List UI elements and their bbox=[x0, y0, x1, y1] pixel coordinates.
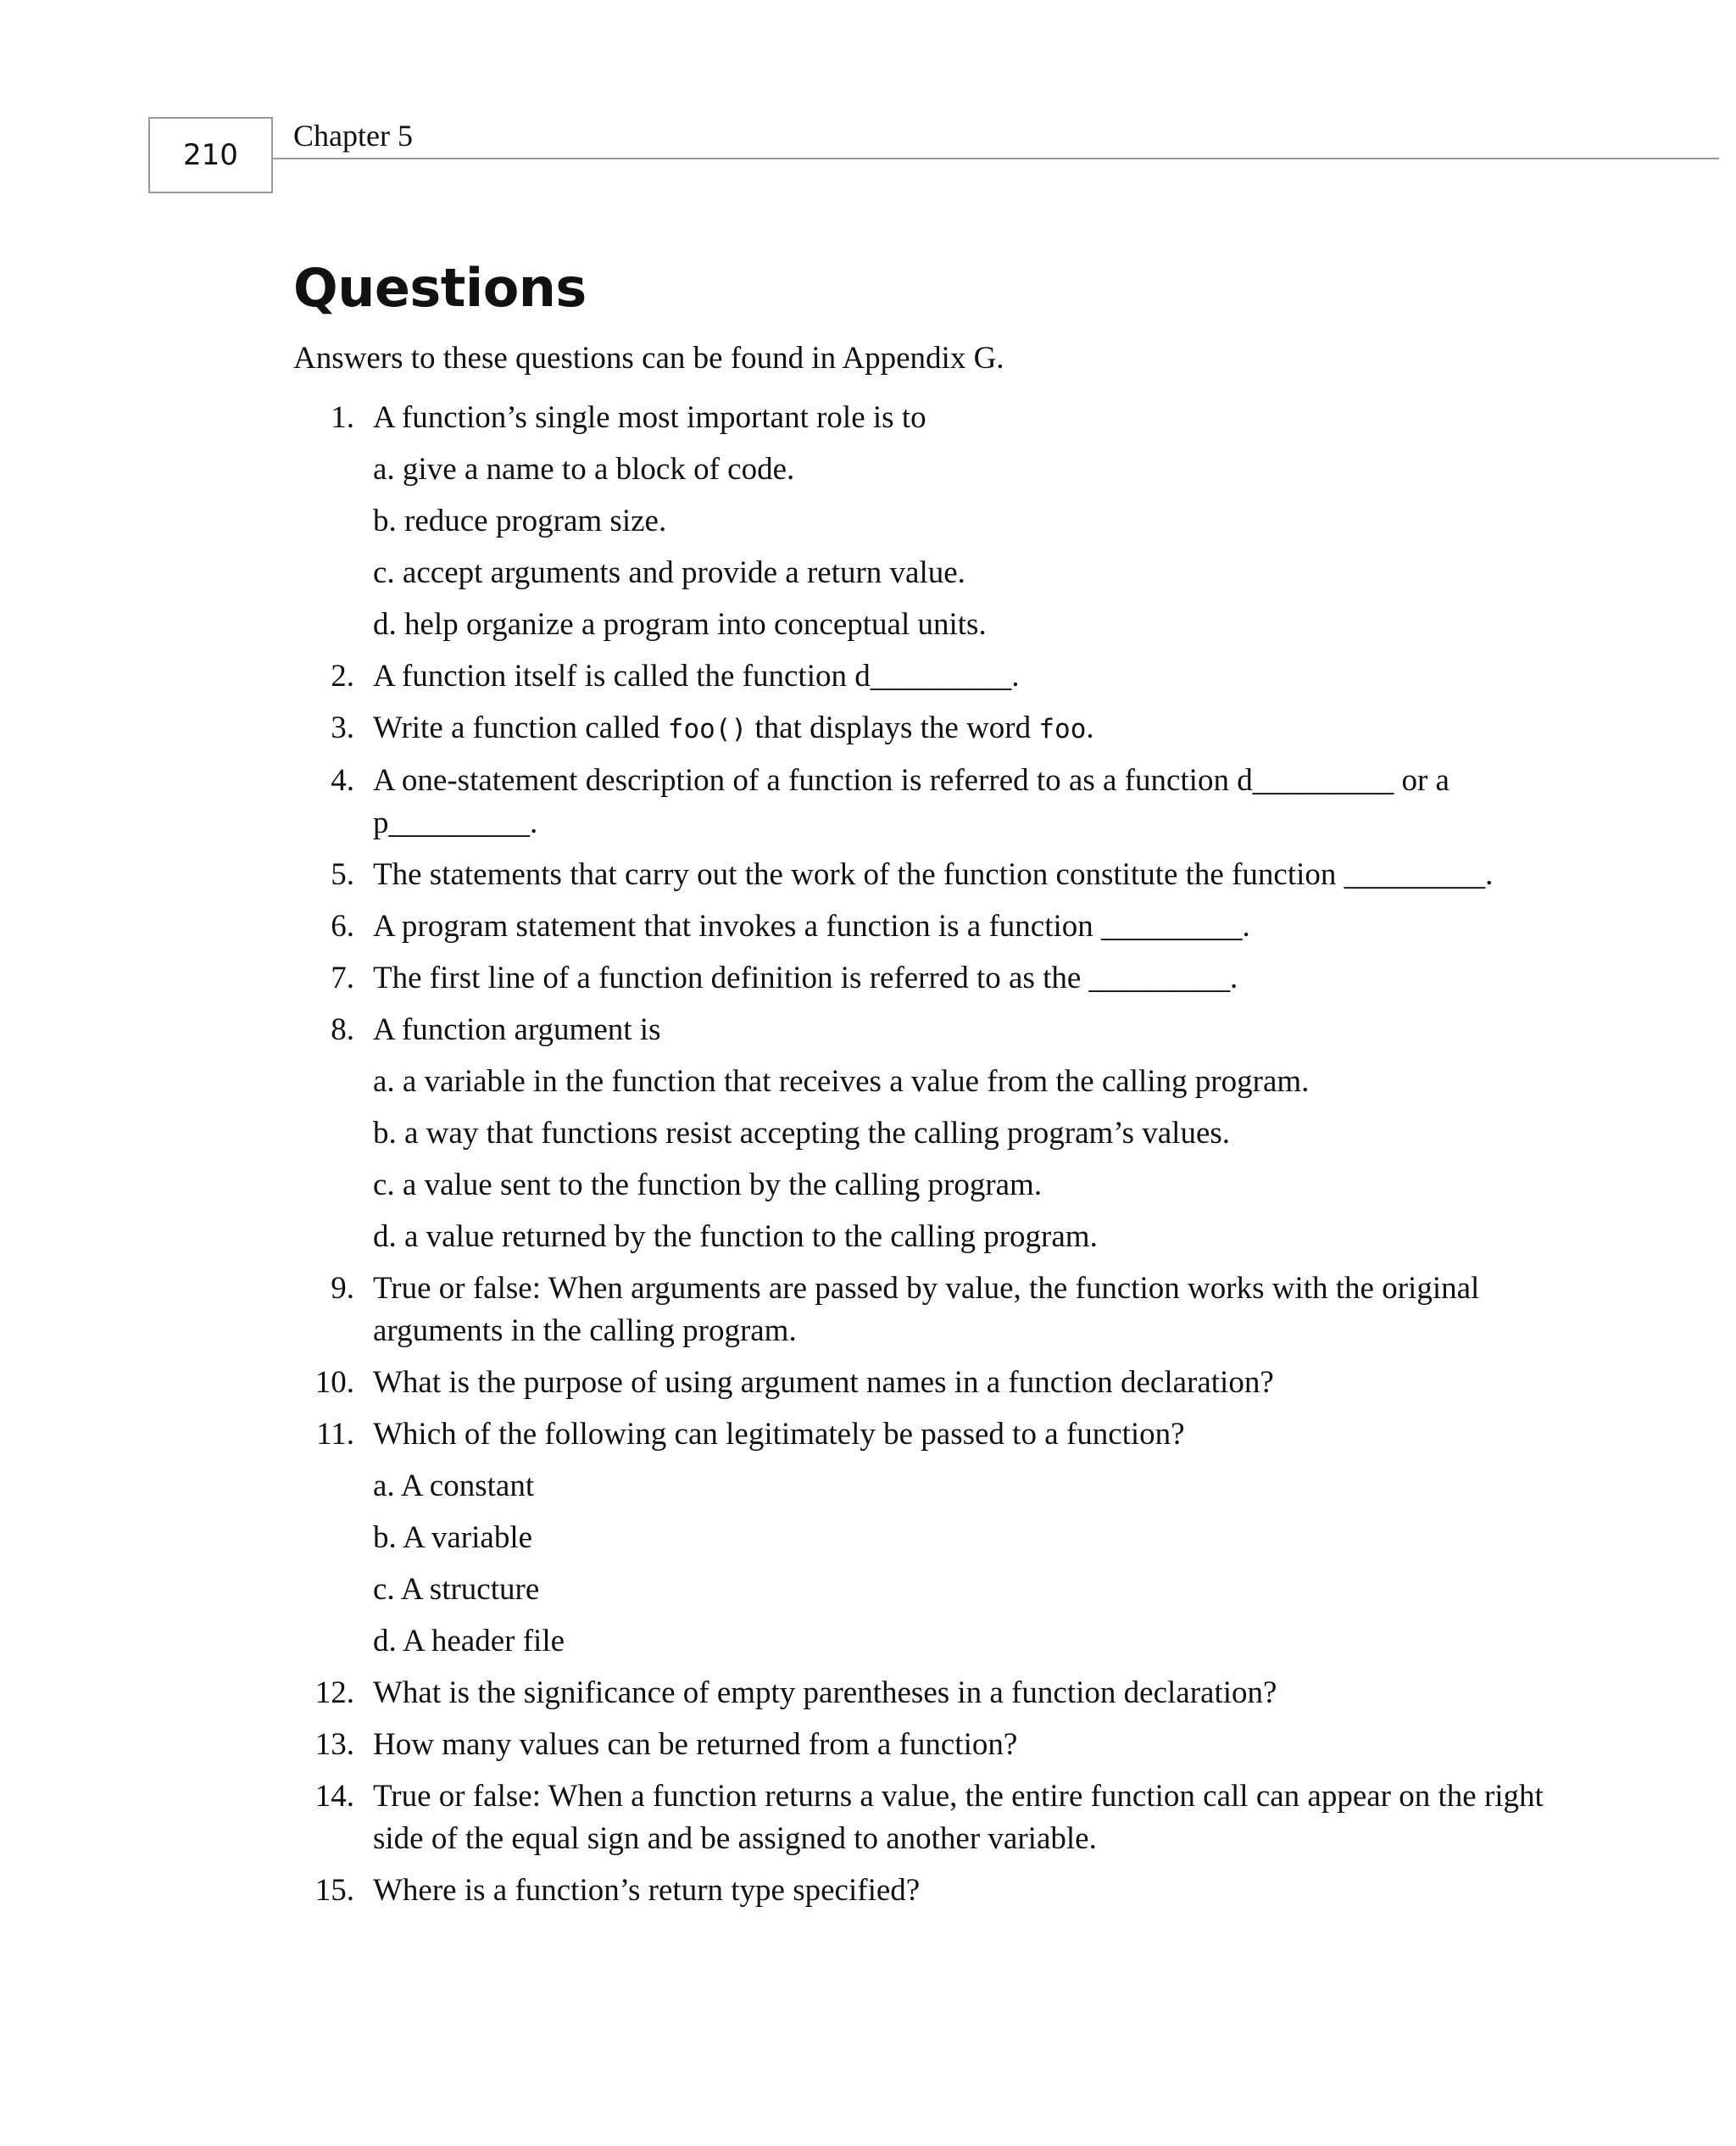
option: a. a variable in the function that receives a value from the calling program. bbox=[373, 1064, 1310, 1099]
option: a. A constant bbox=[373, 1469, 535, 1503]
question-number: 15. bbox=[314, 1873, 354, 1908]
question-text: Which of the following can legitimately be passed to a function? bbox=[373, 1417, 1185, 1452]
question-number: 11. bbox=[316, 1417, 354, 1452]
option: c. a value sent to the function by the calling program. bbox=[373, 1168, 1043, 1202]
question-11 bbox=[293, 1413, 1548, 1663]
question-number: 3. bbox=[331, 711, 354, 745]
question-14 bbox=[293, 1775, 1548, 1860]
option: c. accept arguments and provide a return value. bbox=[373, 555, 965, 590]
question-5 bbox=[293, 854, 1548, 896]
question-text: Where is a function’s return type specified? bbox=[373, 1873, 921, 1908]
question-text: What is the purpose of using argument names in a function declaration? bbox=[373, 1365, 1274, 1400]
question-6 bbox=[293, 906, 1548, 948]
question-number: 10. bbox=[314, 1365, 354, 1400]
question-7 bbox=[293, 957, 1548, 1000]
question-number: 4. bbox=[331, 763, 354, 798]
question-number: 1. bbox=[331, 400, 354, 435]
question-13 bbox=[293, 1724, 1548, 1766]
option: b. reduce program size. bbox=[373, 504, 667, 538]
question-number: 14. bbox=[314, 1779, 354, 1814]
question-number: 12. bbox=[314, 1675, 354, 1710]
question-text: How many values can be returned from a function? bbox=[373, 1727, 1018, 1762]
chapter-label: Chapter 5 bbox=[293, 119, 413, 153]
question-text-part: . bbox=[1086, 711, 1094, 745]
option-list bbox=[373, 449, 1548, 646]
question-text: A function itself is called the function d_________. bbox=[373, 659, 1020, 694]
question-text: A one-statement description of a function is referred to as a function d_________ or a p_________. bbox=[373, 763, 1449, 840]
option: b. a way that functions resist accepting the calling program’s values. bbox=[373, 1116, 1231, 1151]
question-4 bbox=[293, 760, 1548, 844]
option: b. A variable bbox=[373, 1520, 533, 1555]
question-text: A function’s single most important role is to bbox=[373, 400, 926, 435]
question-number: 7. bbox=[331, 961, 354, 995]
question-text: What is the significance of empty parentheses in a function declaration? bbox=[373, 1675, 1277, 1710]
question-text bbox=[373, 711, 1094, 745]
question-15 bbox=[293, 1870, 1548, 1912]
section-title: Questions bbox=[293, 257, 587, 319]
question-2 bbox=[293, 655, 1548, 698]
question-12 bbox=[293, 1672, 1548, 1714]
header-rule bbox=[273, 158, 1719, 159]
option: a. give a name to a block of code. bbox=[373, 452, 795, 487]
question-8 bbox=[293, 1009, 1548, 1258]
option: d. A header file bbox=[373, 1624, 565, 1658]
question-text: The statements that carry out the work of the function constitute the function _________. bbox=[373, 857, 1494, 892]
option-list bbox=[373, 1061, 1548, 1258]
question-text-part: Write a function called bbox=[373, 711, 668, 745]
question-text: True or false: When arguments are passed by value, the function works with the original arguments in the calling program. bbox=[373, 1271, 1480, 1348]
question-number: 9. bbox=[331, 1271, 354, 1306]
question-text: True or false: When a function returns a value, the entire function call can appear on the right side of the equal sign and be assigned to another variable. bbox=[373, 1779, 1544, 1856]
page-number: 210 bbox=[148, 117, 273, 193]
question-number: 2. bbox=[331, 659, 354, 694]
option: c. A structure bbox=[373, 1572, 540, 1607]
option-list bbox=[373, 1465, 1548, 1663]
question-3 bbox=[293, 707, 1548, 750]
option: d. a value returned by the function to the calling program. bbox=[373, 1219, 1098, 1254]
question-number: 5. bbox=[331, 857, 354, 892]
question-number: 6. bbox=[331, 909, 354, 944]
intro-text: Answers to these questions can be found in Appendix G. bbox=[293, 341, 1004, 376]
code-snippet: foo() bbox=[667, 714, 748, 744]
question-text: A program statement that invokes a function is a function _________. bbox=[373, 909, 1250, 944]
question-number: 13. bbox=[314, 1727, 354, 1762]
question-text-part: that displays the word bbox=[747, 711, 1039, 745]
code-snippet: foo bbox=[1038, 714, 1087, 744]
question-list bbox=[293, 397, 1548, 1921]
question-text: A function argument is bbox=[373, 1012, 661, 1047]
question-9 bbox=[293, 1268, 1548, 1352]
option: d. help organize a program into conceptual units. bbox=[373, 607, 987, 642]
question-10 bbox=[293, 1362, 1548, 1404]
question-number: 8. bbox=[331, 1012, 354, 1047]
question-text: The first line of a function definition is referred to as the _________. bbox=[373, 961, 1238, 995]
question-1 bbox=[293, 397, 1548, 646]
